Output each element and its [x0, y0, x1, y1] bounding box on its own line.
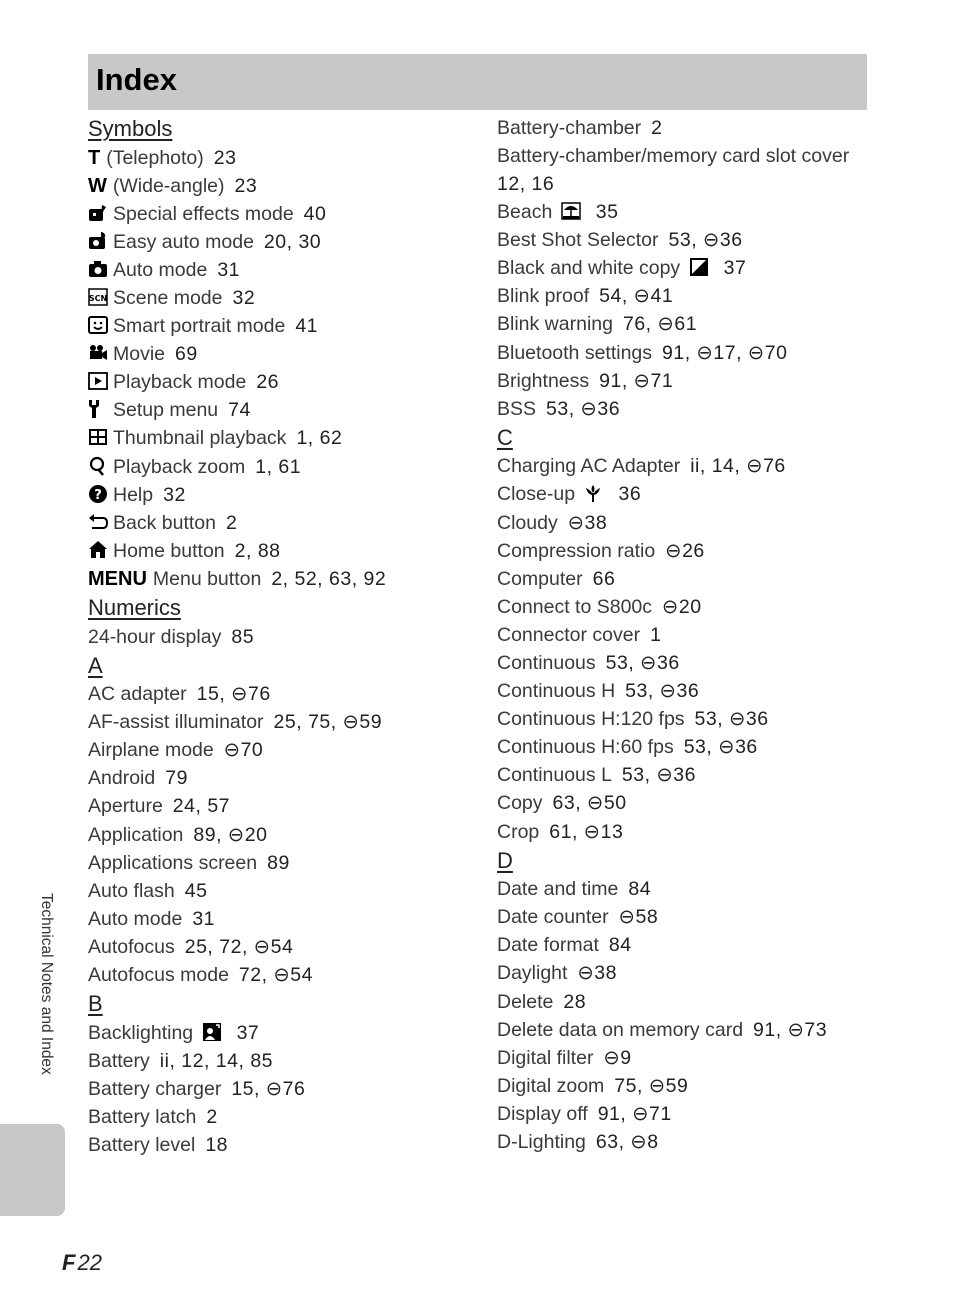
index-entry-pages: 18 — [205, 1134, 229, 1156]
index-entry-label: Battery-chamber — [497, 117, 642, 139]
home-icon — [88, 540, 108, 560]
index-entry-pages: 41 — [295, 315, 319, 338]
index-entry-pages: 1, 62 — [296, 427, 343, 450]
index-entry-label: Backlighting — [88, 1021, 194, 1044]
index-entry-pages: 63, ⊖50 — [552, 792, 627, 815]
index-entry — [497, 480, 897, 508]
index-entry-label: Blink warning — [497, 313, 613, 336]
index-entry — [497, 565, 897, 593]
index-entry — [497, 537, 897, 565]
index-entry-label: Digital zoom — [497, 1074, 605, 1097]
index-entry-pages: ⊖38 — [577, 962, 617, 985]
scene-icon — [88, 287, 108, 307]
index-entry-pages: 1, 61 — [255, 455, 302, 478]
index-entry-label: Auto flash — [88, 879, 175, 902]
index-entry-pages: 2 — [651, 117, 663, 139]
index-entry-pages: 91, ⊖71 — [597, 1102, 672, 1125]
index-entry-pages: 66 — [592, 567, 616, 590]
index-entry — [88, 481, 483, 509]
index-entry — [88, 340, 483, 368]
index-entry-pages: 23 — [213, 146, 237, 169]
index-entry-pages: 35 — [595, 201, 619, 224]
index-entry-pages: 53, ⊖36 — [605, 652, 680, 674]
index-entry — [88, 933, 483, 961]
index-entry-pages: ⊖70 — [223, 739, 264, 762]
index-entry — [88, 172, 483, 200]
index-entry — [88, 821, 483, 849]
index-entry-pages: 2, 88 — [234, 539, 281, 562]
index-entry-pages: 24, 57 — [172, 795, 231, 818]
index-entry — [88, 764, 483, 792]
index-entry — [497, 621, 897, 649]
easy-auto-icon — [88, 231, 108, 251]
index-entry-pages: ⊖9 — [603, 1046, 632, 1069]
index-entry — [88, 537, 483, 565]
index-entry — [497, 198, 897, 226]
index-entry — [88, 961, 483, 989]
index-entry-label: Close-up — [497, 483, 576, 506]
index-entry-pages: ⊖38 — [567, 511, 608, 534]
index-entry-pages: ⊖26 — [665, 539, 705, 562]
index-entry — [88, 368, 483, 396]
index-entry-pages: 89 — [267, 851, 290, 874]
index-entry-label: Delete data on memory card — [497, 1018, 744, 1041]
index-entry-label: Crop — [497, 820, 540, 843]
index-entry-pages: 63, ⊖8 — [595, 1131, 659, 1153]
index-entry — [88, 200, 483, 228]
wrench-icon — [88, 399, 108, 419]
index-entry-label: Auto mode — [113, 258, 208, 281]
index-entry-pages: ii, 14, ⊖76 — [690, 455, 786, 478]
index-entry-pages: 89, ⊖20 — [193, 823, 268, 846]
index-entry-pages: 53, ⊖36 — [621, 764, 696, 787]
index-section-heading: Numerics — [88, 595, 181, 620]
index-entry — [88, 284, 483, 312]
index-section-heading: Symbols — [88, 116, 173, 141]
index-entry-label: Autofocus — [88, 935, 175, 958]
index-entry-pages: 15, ⊖76 — [196, 683, 271, 706]
index-entry-label: Best Shot Selector — [497, 229, 659, 252]
index-column-right — [497, 114, 897, 1156]
index-entry-label: Connect to S800c — [497, 595, 653, 618]
index-entry-label: Cloudy — [497, 511, 558, 534]
index-entry-pages: 84 — [628, 878, 652, 901]
index-entry-label: Thumbnail playback — [113, 427, 287, 450]
index-entry-label: Battery-chamber/memory card slot cover — [497, 145, 850, 168]
index-section-heading: D — [497, 847, 513, 873]
page-number-value: 22 — [77, 1250, 102, 1275]
index-entry-label: Autofocus mode — [88, 964, 229, 987]
index-entry — [497, 761, 897, 789]
index-entry-label: AC adapter — [88, 683, 187, 706]
index-entry-label: Menu button — [152, 567, 262, 590]
index-entry-pages: 32 — [232, 286, 256, 309]
index-entry — [497, 1100, 897, 1128]
index-entry-label: Computer — [497, 567, 583, 590]
index-section-heading: B — [88, 991, 103, 1017]
index-entry — [497, 649, 897, 677]
index-entry — [88, 453, 483, 481]
index-section-heading: A — [88, 652, 103, 678]
index-column-left — [88, 114, 483, 1159]
index-entry — [497, 226, 897, 254]
svg-text:SCN: SCN — [88, 293, 108, 303]
index-entry-pages: ⊖20 — [662, 595, 702, 618]
back-icon — [88, 512, 108, 532]
index-entry-pages: 37 — [236, 1021, 260, 1044]
index-entry-pages: 53, ⊖36 — [546, 397, 621, 420]
index-entry-label: Android — [88, 767, 156, 790]
index-entry-label: Compression ratio — [497, 539, 656, 562]
index-entry — [88, 424, 483, 452]
index-entry-pages: 1 — [650, 623, 662, 646]
index-entry-label: Continuous H — [497, 680, 616, 703]
index-entry-pages: 85 — [231, 625, 255, 648]
index-entry-pages: 91, ⊖71 — [599, 369, 674, 392]
index-entry-label: Battery — [88, 1049, 150, 1072]
index-entry — [88, 509, 483, 537]
index-entry-label: Special effects mode — [113, 202, 294, 225]
index-entry-label: D-Lighting — [497, 1131, 586, 1153]
index-entry-pages: 2, 52, 63, 92 — [271, 567, 387, 590]
index-entry — [88, 849, 483, 877]
section-tab — [0, 1124, 65, 1216]
index-entry — [497, 367, 897, 395]
index-entry-pages: 91, ⊖17, ⊖70 — [662, 341, 788, 364]
index-entry-pages: 69 — [175, 343, 198, 366]
index-entry — [497, 395, 897, 423]
index-entry-pages: 26 — [256, 371, 280, 394]
index-entry — [497, 339, 897, 367]
index-entry-label: Battery latch — [88, 1105, 197, 1128]
index-entry — [497, 705, 897, 733]
index-entry-label: BSS — [497, 397, 537, 420]
index-entry-label: Charging AC Adapter — [497, 455, 681, 478]
index-entry-label: Back button — [113, 511, 216, 534]
thumbnail-icon — [88, 427, 108, 447]
index-entry — [497, 931, 897, 959]
section-label: Technical Notes and Index — [38, 893, 55, 1075]
index-entry-label: Display off — [497, 1102, 588, 1125]
index-entry-pages: 54, ⊖41 — [599, 285, 674, 308]
index-entry-pages: 28 — [563, 990, 587, 1013]
index-entry-pages: 23 — [234, 174, 258, 197]
index-entry — [497, 1128, 897, 1156]
index-entry-label: Digital filter — [497, 1046, 594, 1069]
camera-icon — [88, 259, 108, 279]
wide-angle-icon: W — [88, 174, 107, 197]
index-entry — [497, 142, 897, 198]
index-entry-label: Aperture — [88, 795, 163, 818]
index-entry-label: Smart portrait mode — [113, 315, 286, 338]
index-entry-label: Continuous — [497, 652, 596, 674]
index-entry-pages: ii, 12, 14, 85 — [159, 1049, 274, 1072]
index-entry — [88, 1047, 483, 1075]
index-entry-label: Daylight — [497, 962, 568, 985]
index-entry — [88, 228, 483, 256]
index-entry-pages: 15, ⊖76 — [231, 1077, 306, 1100]
index-entry — [88, 144, 483, 172]
index-entry — [88, 623, 483, 651]
smart-portrait-icon — [88, 315, 108, 335]
index-entry-pages: 75, ⊖59 — [614, 1074, 689, 1097]
index-entry — [88, 1131, 483, 1159]
playback-icon — [88, 371, 108, 391]
index-entry-label: Continuous H:120 fps — [497, 708, 685, 731]
index-entry — [88, 1019, 483, 1047]
index-entry-label: Black and white copy — [497, 257, 681, 280]
index-entry-label: Blink proof — [497, 285, 590, 308]
index-entry-pages: 53, ⊖36 — [694, 708, 769, 731]
index-entry-label: Brightness — [497, 369, 590, 392]
index-entry-label: Battery level — [88, 1134, 196, 1156]
page-glyph: F — [62, 1250, 76, 1275]
index-entry — [88, 708, 483, 736]
index-section-heading: C — [497, 424, 513, 450]
index-entry-label: Date and time — [497, 878, 619, 901]
page-number — [62, 1250, 102, 1276]
backlight-icon — [202, 1022, 222, 1042]
index-entry-label: Help — [113, 483, 154, 506]
index-entry-pages: 45 — [184, 879, 208, 902]
index-entry-pages: 2 — [206, 1105, 218, 1128]
index-entry — [497, 254, 897, 282]
index-entry — [497, 789, 897, 817]
index-entry — [88, 256, 483, 284]
index-entry-label: Connector cover — [497, 623, 641, 646]
index-entry-label: Bluetooth settings — [497, 341, 653, 364]
index-entry-label: Easy auto mode — [113, 230, 254, 253]
index-entry-label: AF-assist illuminator — [88, 711, 264, 734]
telephoto-icon: T — [88, 146, 101, 169]
index-entry-label: Setup menu — [113, 399, 219, 422]
index-entry — [497, 959, 897, 987]
index-entry — [497, 875, 897, 903]
index-entry — [497, 677, 897, 705]
index-entry — [497, 1016, 897, 1044]
index-entry-label: Playback mode — [113, 371, 247, 394]
bw-copy-icon — [689, 257, 709, 277]
index-entry — [497, 509, 897, 537]
menu-icon: MENU — [88, 567, 147, 590]
index-entry-pages: 25, 75, ⊖59 — [273, 711, 383, 734]
index-entry — [88, 736, 483, 764]
index-entry-pages: ⊖58 — [618, 906, 659, 929]
index-entry-label: Application — [88, 823, 184, 846]
index-entry — [88, 792, 483, 820]
beach-icon — [561, 201, 581, 221]
index-entry-pages: 20, 30 — [263, 230, 322, 253]
index-entry — [88, 1075, 483, 1103]
svg-text:?: ? — [94, 487, 102, 503]
index-entry — [88, 565, 483, 593]
index-entry — [497, 452, 897, 480]
index-entry — [497, 1072, 897, 1100]
index-entry-pages: 61, ⊖13 — [549, 820, 624, 843]
index-entry — [497, 593, 897, 621]
index-entry-pages: 31 — [217, 258, 241, 281]
index-entry-label: Scene mode — [113, 286, 223, 309]
index-entry-label: Date format — [497, 934, 599, 957]
movie-icon — [88, 343, 108, 363]
index-entry-label: Movie — [113, 343, 166, 366]
index-entry-pages: 91, ⊖73 — [753, 1018, 828, 1041]
index-entry-pages: 74 — [228, 399, 251, 422]
index-entry — [497, 733, 897, 761]
index-entry — [497, 818, 897, 846]
zoom-icon — [88, 456, 108, 476]
index-entry-pages: 76, ⊖61 — [622, 313, 698, 336]
index-entry-pages: 84 — [608, 934, 632, 957]
index-entry-label: Airplane mode — [88, 739, 214, 762]
index-entry-label: (Wide-angle) — [112, 174, 225, 197]
index-entry — [88, 1103, 483, 1131]
index-entry-label: Battery charger — [88, 1077, 222, 1100]
page-title: Index — [96, 62, 177, 97]
index-title-bar — [88, 54, 867, 110]
index-entry-label: Auto mode — [88, 907, 183, 930]
index-entry-label: Date counter — [497, 906, 609, 929]
index-entry-label: Continuous H:60 fps — [497, 736, 674, 759]
index-entry-label: 24-hour display — [88, 625, 222, 648]
index-entry-pages: 79 — [165, 767, 188, 790]
index-entry-pages: 31 — [192, 907, 216, 930]
index-entry — [88, 312, 483, 340]
index-entry-label: (Telephoto) — [106, 146, 204, 169]
index-entry-pages: 36 — [618, 483, 642, 506]
index-entry-pages: 53, ⊖36 — [625, 680, 700, 703]
index-entry — [497, 310, 897, 338]
index-entry-pages: 40 — [303, 202, 327, 225]
index-entry — [88, 877, 483, 905]
index-entry — [88, 396, 483, 424]
index-entry-label: Continuous L — [497, 764, 612, 787]
index-entry-label: Copy — [497, 792, 543, 815]
index-entry-pages: 32 — [163, 483, 186, 506]
index-entry-pages: 12, 16 — [497, 173, 555, 196]
index-entry — [497, 282, 897, 310]
index-entry — [497, 114, 897, 142]
index-entry — [88, 905, 483, 933]
index-entry — [497, 903, 897, 931]
index-entry-label: Playback zoom — [113, 455, 246, 478]
index-entry-pages: 53, ⊖36 — [668, 229, 743, 252]
index-entry-label: Delete — [497, 990, 554, 1013]
help-icon — [88, 484, 108, 504]
index-entry-label: Applications screen — [88, 851, 258, 874]
index-entry-pages: 72, ⊖54 — [238, 964, 313, 987]
index-entry-pages: 2 — [225, 511, 238, 534]
index-entry-label: Home button — [113, 539, 225, 562]
index-entry — [497, 988, 897, 1016]
index-entry-pages: 37 — [723, 257, 747, 280]
index-entry — [88, 680, 483, 708]
closeup-icon — [583, 483, 603, 503]
index-entry-pages: 53, ⊖36 — [683, 736, 758, 759]
index-entry-label: Beach — [497, 201, 553, 224]
index-entry — [497, 1044, 897, 1072]
index-entry-pages: 25, 72, ⊖54 — [184, 935, 294, 958]
special-effects-icon — [88, 203, 108, 223]
